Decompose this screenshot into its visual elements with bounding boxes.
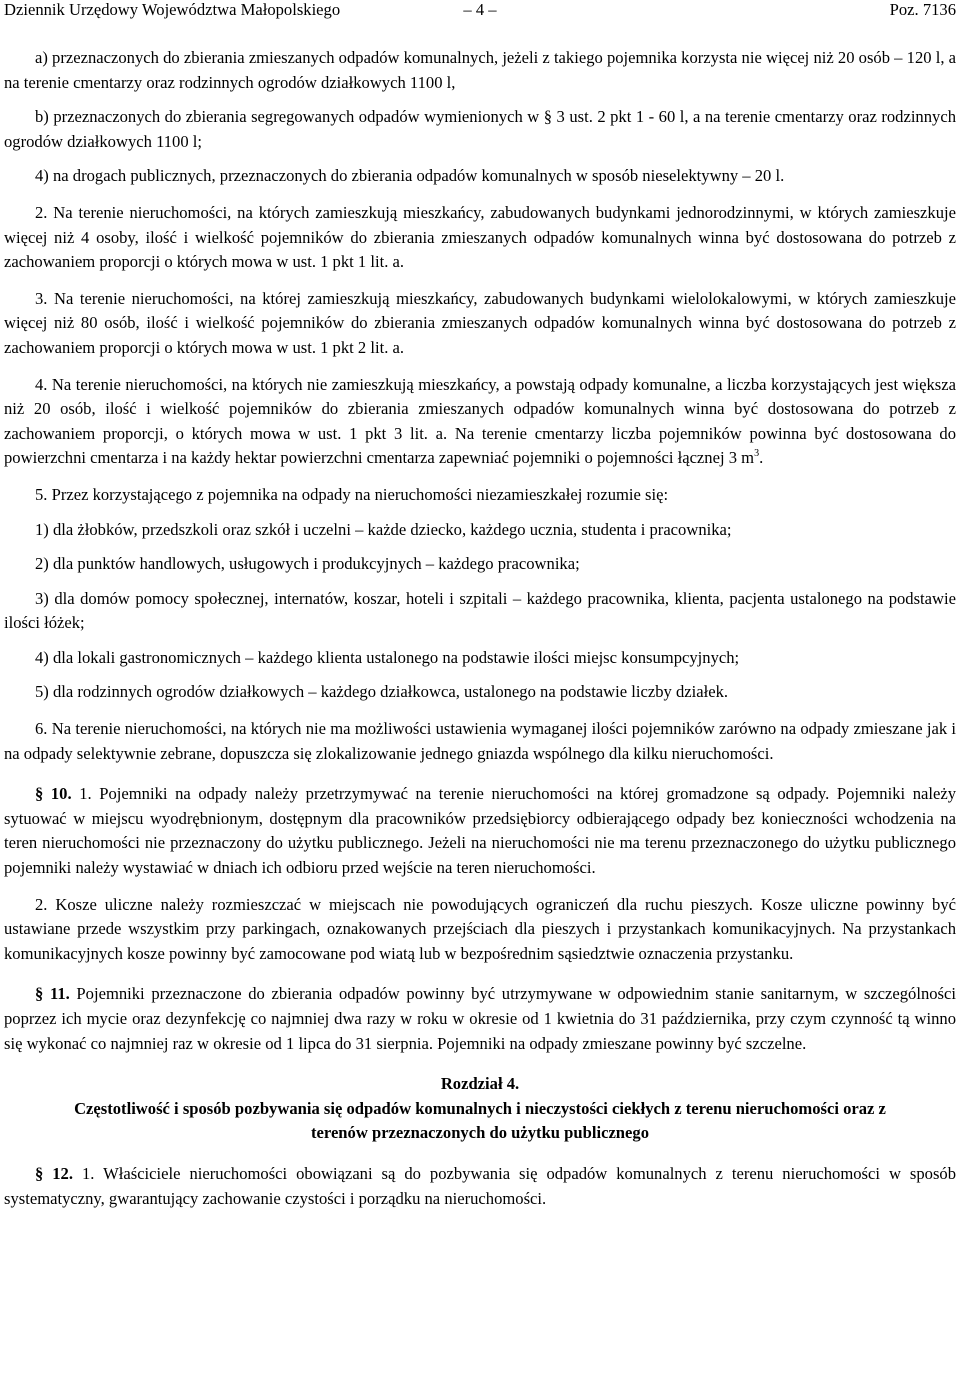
paragraph-ust-4 — [4, 373, 956, 471]
section-12 — [4, 1162, 956, 1211]
section-12-label: § 12. — [35, 1163, 74, 1183]
paragraph-ust-3: 3. Na terenie nieruchomości, na której zamieszkują mieszkańcy, zabudowanych budynkami wielolokalowymi, w których zamieszkuje więcej niż 80 osób, ilość i wielkość pojemników do zbierania zmieszanych odpadów komunalnych winna być dostosowana do potrzeb z zachowaniem proporcji o których mowa w ust. 1 pkt 2 lit. a. — [4, 288, 956, 357]
page-number: – 4 – — [463, 0, 497, 19]
ust-4-superscript: 3 — [754, 448, 760, 460]
list-item-5: 5) dla rodzinnych ogrodów działkowych – każdego działkowca, ustalonego na podstawie liczby działek. — [35, 682, 729, 702]
list-item-1: 1) dla żłobków, przedszkoli oraz szkół i uczelni – każde dziecko, każdego ucznia, studenta i pracownika; — [35, 519, 732, 539]
chapter-label: Rozdział 4. — [440, 1074, 520, 1094]
ust-4-text: 4. Na terenie nieruchomości, na których nie zamieszkują mieszkańcy, a powstają odpady komunalne, a liczba korzystających jest większa niż 20 osób, ilość i wielkość pojemników do zbierania zmieszanych odpadów komunalnych winna być dostosowana do potrzeb z zachowaniem proporcji, o których mowa w ust. 1 pkt 3 lit. a. Na terenie cmentarzy liczba pojemników powinna być dostosowana do powierzchni cmentarza i na każdy hektar powierzchni cmentarza zapewniać pojemniki o pojemności łącznej 3 m — [4, 374, 956, 468]
chapter-title: Częstotliwość i sposób pozbywania się odpadów komunalnych i nieczystości ciekłych z terenu nieruchomości oraz z terenów przeznaczonych do użytku publicznego — [74, 1098, 886, 1143]
section-12-text: 1. Właściciele nieruchomości obowiązani są do pozbywania się odpadów komunalnych z terenu nieruchomości w sposób systematyczny, gwarantujący zachowanie czystości i porządku na nieruchomości. — [4, 1163, 956, 1208]
item-a: a) przeznaczonych do zbierania zmieszanych odpadów komunalnych, jeżeli z takiego pojemnika korzysta nie więcej niż 20 osób – 120 l, a na terenie cmentarzy oraz rodzinnych ogrodów działkowych 1100 l, — [4, 48, 956, 92]
paragraph-ust-6: 6. Na terenie nieruchomości, na których nie ma możliwości ustawienia wymaganej ilości pojemników zarówno na odpady zmieszane jak i na odpady selektywnie zebrane, dopuszcza się zlokalizowanie jednego gniazda wspólnego dla kilku nieruchomości. — [4, 719, 956, 763]
item-b: b) przeznaczonych do zbierania segregowanych odpadów wymienionych w § 3 ust. 2 pkt 1 - 60 l, a na terenie cmentarzy oraz rodzinnych ogrodów działkowych 1100 l; — [4, 107, 956, 151]
section-10-1 — [4, 782, 956, 880]
list-item-4: 4) dla lokali gastronomicznych – każdego klienta ustalonego na podstawie ilości miejsc konsumpcyjnych; — [35, 647, 740, 667]
item-4: 4) na drogach publicznych, przeznaczonych do zbierania odpadów komunalnych w sposób nieselektywny – 20 l. — [35, 166, 785, 186]
page-header — [4, 0, 956, 24]
section-10-1-text: 1. Pojemniki na odpady należy przetrzymywać na terenie nieruchomości na której gromadzone są odpady. Pojemniki należy sytuować w miejscu wyodrębnionym, dostępnym dla pracowników przedsiębiorcy odbierającego odpady bez konieczności wchodzenia na teren nieruchomości nie przeznaczony do użytku publicznego. Jeżeli na nieruchomości nie ma terenu przeznaczonego do użytku publicznego pojemniki należy wystawiać w dniach ich odbioru przed wejście na teren nieruchomości. — [4, 784, 957, 878]
section-11 — [4, 982, 956, 1056]
journal-title: Dziennik Urzędowy Województwa Małopolskiego — [4, 0, 341, 19]
ust-4-end: . — [759, 448, 764, 468]
list-item-3: 3) dla domów pomocy społecznej, internatów, koszar, hoteli i szpitali – każdego pracownika, klienta, pacjenta ustalonego na podstawie ilości łóżek; — [4, 588, 956, 633]
section-11-label: § 11. — [35, 984, 70, 1004]
section-11-text: Pojemniki przeznaczone do zbierania odpadów powinny być utrzymywane w odpowiednim stanie sanitarnym, w szczególności poprzez ich mycie oraz dezynfekcję co najmniej dwa razy w roku w okresie od 1 kwietnia do 31 października, przy czym czynność tą winno się wykonać co najmniej raz w okresie od 1 lipca do 31 sierpnia. Pojemniki na odpady zmieszane powinny być szczelne. — [4, 984, 956, 1053]
position-number: Poz. 7136 — [889, 0, 956, 19]
list-item-2: 2) dla punktów handlowych, usługowych i produkcyjnych – każdego pracownika; — [35, 554, 580, 574]
paragraph-ust-2: 2. Na terenie nieruchomości, na których zamieszkują mieszkańcy, zabudowanych budynkami jednorodzinnymi, w których zamieszkuje więcej niż 4 osoby, ilość i wielkość pojemników do zbierania zmieszanych odpadów komunalnych winna być dostosowana do potrzeb z zachowaniem proporcji o których mowa w ust. 1 pkt 1 lit. a. — [4, 202, 956, 272]
section-10-2: 2. Kosze uliczne należy rozmieszczać w miejscach nie powodujących ograniczeń dla ruchu pieszych. Kosze uliczne powinny być ustawiane przede wszystkim przy parkingach, oznakowanych przejściach dla pieszych i przystankach komunikacyjnych. Na przystankach komunikacyjnych kosze powinny być zamocowane pod wiatą lub w bezpośrednim sąsiedztwie oznaczenia przystanku. — [4, 894, 956, 963]
paragraph-ust-5: 5. Przez korzystającego z pojemnika na odpady na nieruchomości niezamieszkałej rozumie się: — [35, 484, 669, 504]
section-10-label: § 10. — [35, 784, 72, 804]
